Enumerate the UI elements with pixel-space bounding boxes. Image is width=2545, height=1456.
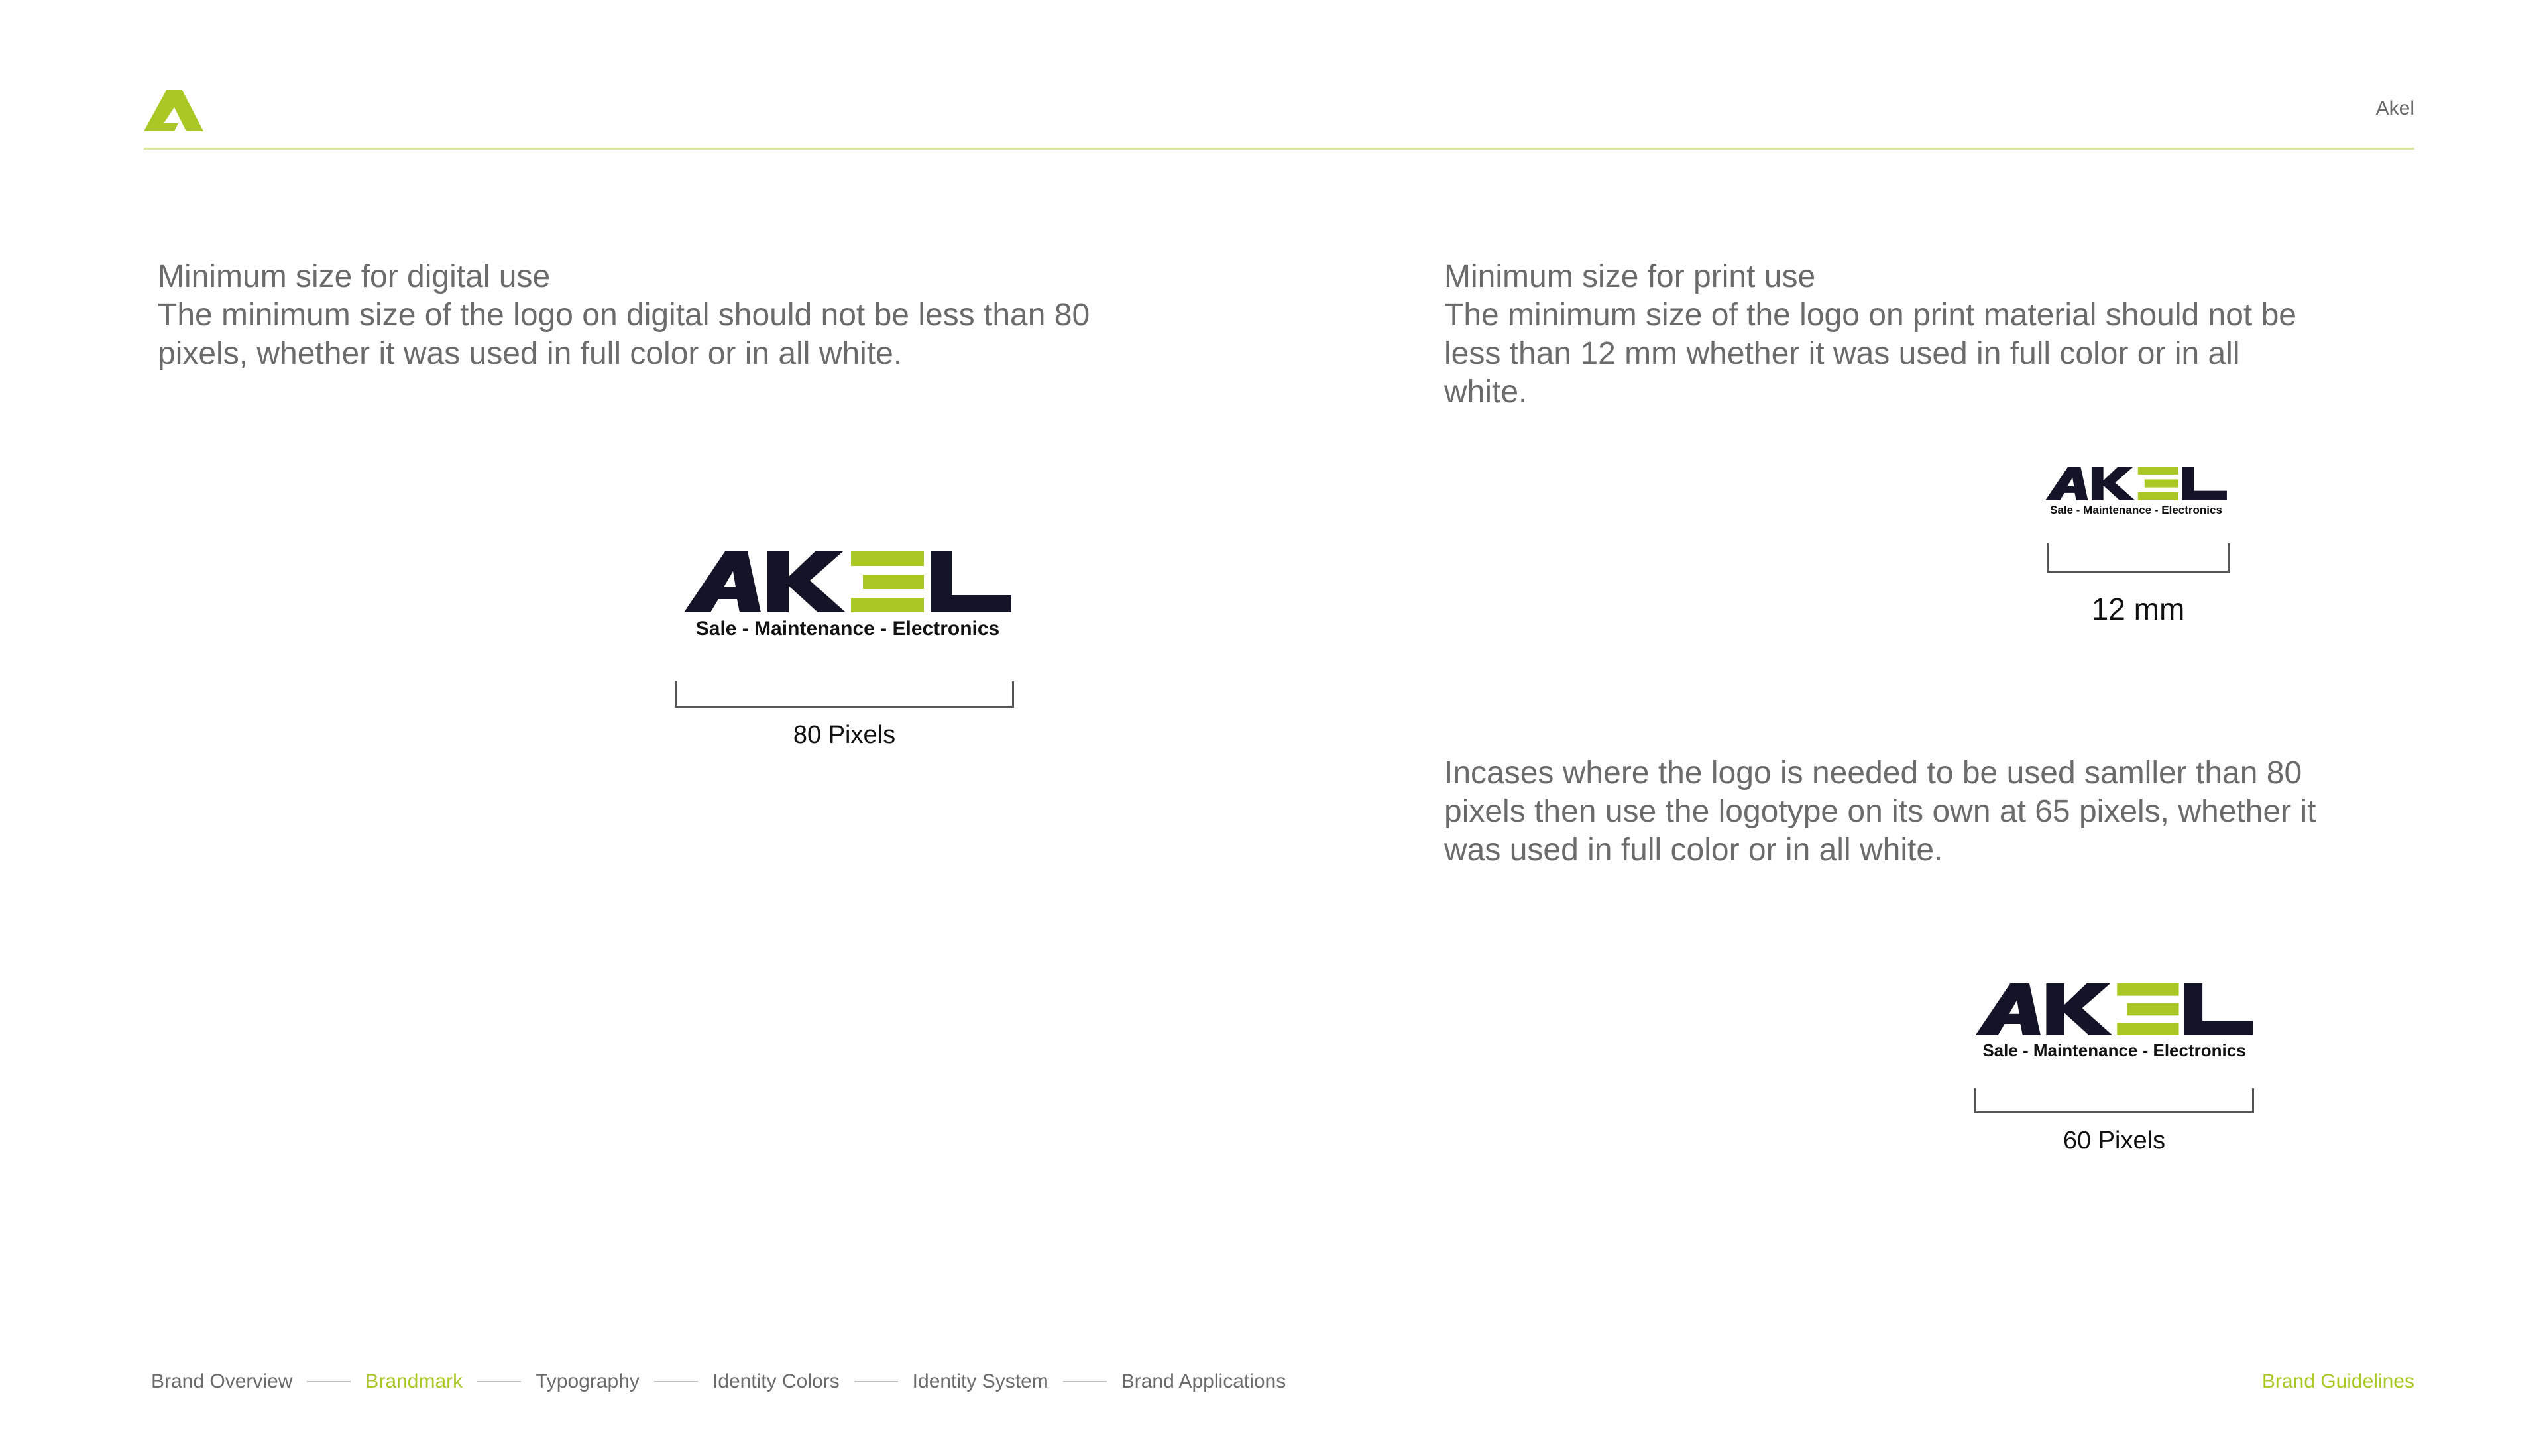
nav-item-identity-colors[interactable]: Identity Colors: [712, 1371, 840, 1392]
footer-brand-guidelines: Brand Guidelines: [2261, 1371, 2414, 1392]
small-body-line: Incases where the logo is needed to be used samller than 80: [1444, 756, 2302, 791]
akel-wordmark: [1975, 983, 2253, 1035]
small-body-line: was used in full color or in all white.: [1444, 832, 1943, 868]
akel-wordmark: [2045, 467, 2227, 500]
print-body-line: white.: [1444, 374, 1528, 410]
nav-item-brand-overview[interactable]: Brand Overview: [151, 1371, 293, 1392]
nav-separator: [854, 1381, 898, 1382]
logo-tagline: Sale - Maintenance - Electronics: [1982, 1040, 2246, 1060]
nav-separator: [477, 1381, 521, 1382]
header-brand-name: Akel: [2375, 97, 2414, 119]
nav-separator: [1063, 1381, 1107, 1382]
nav-item-brandmark[interactable]: Brandmark: [365, 1371, 463, 1392]
digital-title: Minimum size for digital use: [158, 259, 551, 294]
akel-logo-digital: [684, 551, 1011, 644]
print-body-line: The minimum size of the logo on print material should not be: [1444, 298, 2296, 333]
nav-separator: [307, 1381, 351, 1382]
nav-item-brand-applications[interactable]: Brand Applications: [1121, 1371, 1286, 1392]
digital-measure-label: 80 Pixels: [793, 721, 896, 749]
logo-tagline: Sale - Maintenance - Electronics: [695, 618, 1000, 640]
small-size-bracket: [1974, 1088, 2254, 1113]
print-section-text: [1444, 258, 2296, 412]
akel-a-icon: [144, 90, 203, 131]
small-body-line: pixels then use the logotype on its own at 65 pixels, whether it: [1444, 794, 2316, 829]
section-nav: [151, 1371, 1286, 1393]
akel-logo-print: [2045, 467, 2227, 520]
digital-body-line: pixels, whether it was used in full color or in all white.: [158, 336, 903, 371]
nav-separator: [654, 1381, 698, 1382]
akel-wordmark: [684, 551, 1011, 612]
akel-logo-small: [1975, 983, 2253, 1063]
digital-body-line: The minimum size of the logo on digital should not be less than 80: [158, 298, 1090, 333]
print-size-bracket: [2047, 543, 2230, 573]
logo-tagline: Sale - Maintenance - Electronics: [2050, 504, 2222, 516]
small-section-text: [1444, 754, 2316, 869]
print-measure-label: 12 mm: [2091, 592, 2185, 626]
print-body-line: less than 12 mm whether it was used in full color or in all: [1444, 336, 2240, 371]
nav-item-typography[interactable]: Typography: [536, 1371, 640, 1392]
nav-item-identity-system[interactable]: Identity System: [912, 1371, 1048, 1392]
header-divider: [144, 148, 2414, 150]
digital-size-bracket: [675, 681, 1014, 708]
print-title: Minimum size for print use: [1444, 259, 1816, 294]
digital-section-text: [158, 258, 1090, 373]
small-measure-label: 60 Pixels: [2063, 1127, 2166, 1154]
